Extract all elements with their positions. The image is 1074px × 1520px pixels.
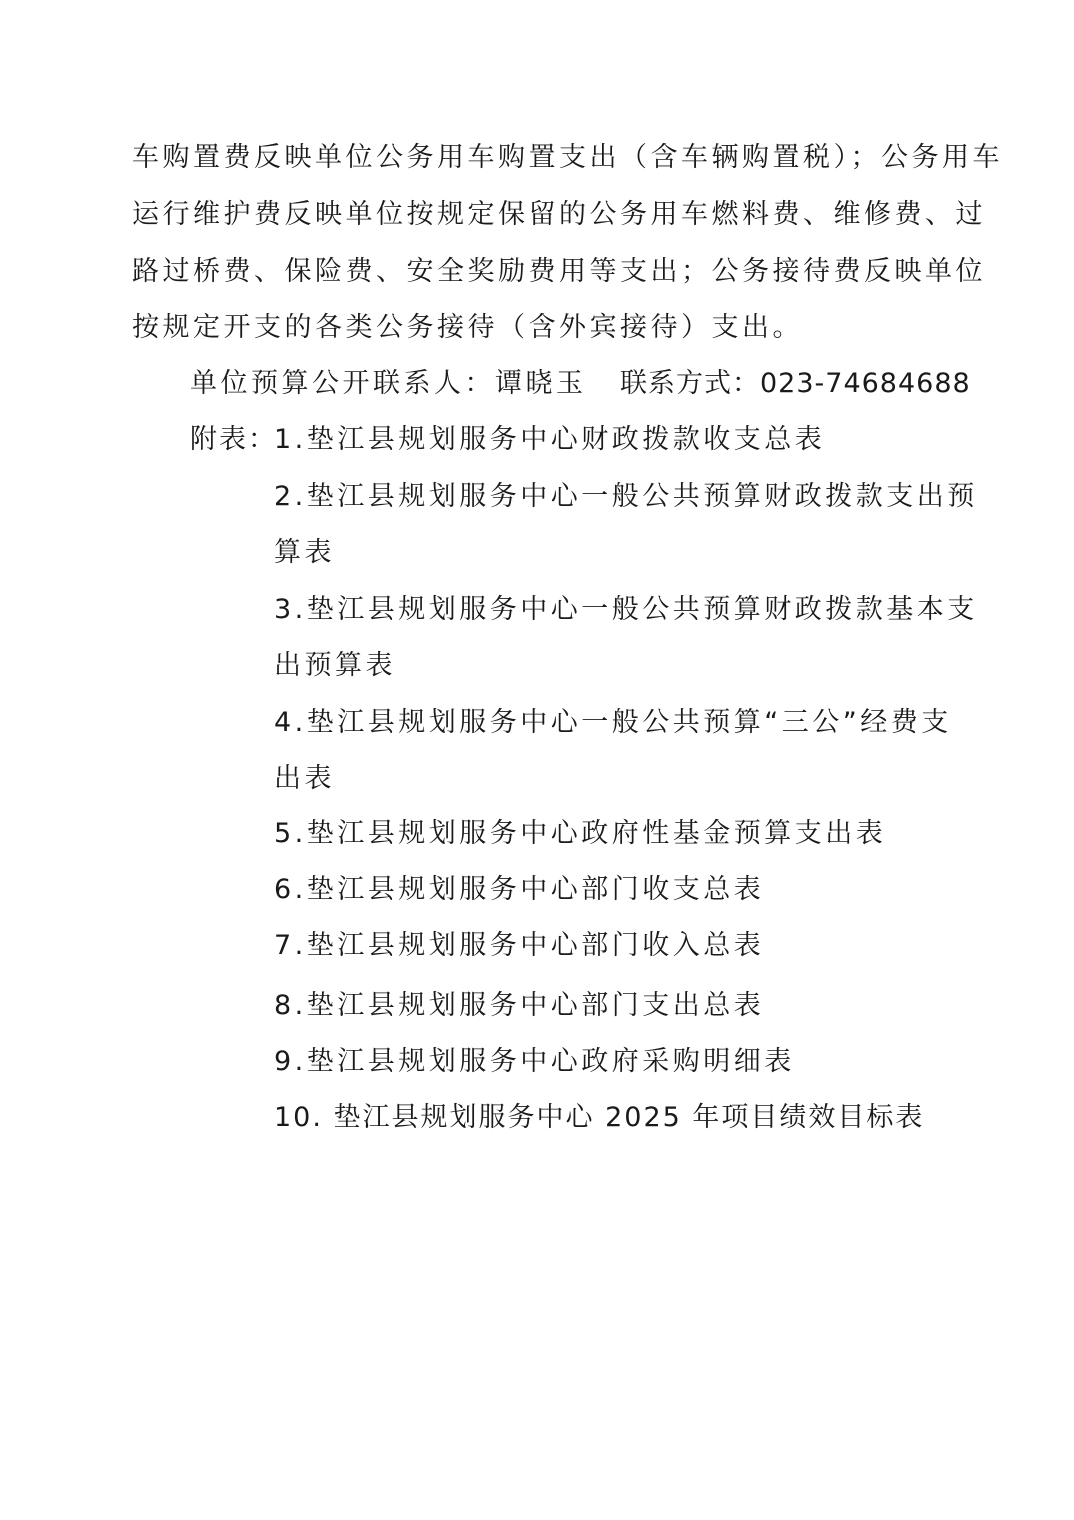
attachment-item: 2.垫江县规划服务中心一般公共预算财政拨款支出预: [274, 481, 978, 512]
attachments-label: 附表：: [190, 424, 277, 455]
attachment-item: 7.垫江县规划服务中心部门收入总表: [274, 930, 765, 961]
attachment-item-continuation: 算表: [274, 537, 335, 568]
contact-person: 单位预算公开联系人：谭晓玉: [190, 368, 587, 399]
attachment-item: 6.垫江县规划服务中心部门收支总表: [274, 874, 765, 905]
attachment-item-continuation: 出表: [274, 763, 335, 794]
attachment-item: 9.垫江县规划服务中心政府采购明细表: [274, 1046, 795, 1077]
attachment-item: 5.垫江县规划服务中心政府性基金预算支出表: [274, 818, 887, 849]
contact-phone: 联系方式：023-74684688: [620, 368, 971, 399]
attachment-item-continuation: 出预算表: [274, 650, 396, 681]
paragraph-line: 按规定开支的各类公务接待（含外宾接待）支出。: [132, 312, 803, 343]
attachment-item: 3.垫江县规划服务中心一般公共预算财政拨款基本支: [274, 594, 978, 625]
attachment-item: 4.垫江县规划服务中心一般公共预算“三公”经费支: [274, 707, 952, 738]
attachment-item: 1.垫江县规划服务中心财政拨款收支总表: [274, 424, 826, 455]
paragraph-line: 运行维护费反映单位按规定保留的公务用车燃料费、维修费、过: [132, 199, 986, 230]
attachment-item: 10. 垫江县规划服务中心 2025 年项目绩效目标表: [274, 1102, 925, 1133]
attachment-item: 8.垫江县规划服务中心部门支出总表: [274, 990, 765, 1021]
paragraph-line: 路过桥费、保险费、安全奖励费用等支出；公务接待费反映单位: [132, 256, 986, 287]
paragraph-line: 车购置费反映单位公务用车购置支出（含车辆购置税）；公务用车: [132, 142, 1003, 173]
